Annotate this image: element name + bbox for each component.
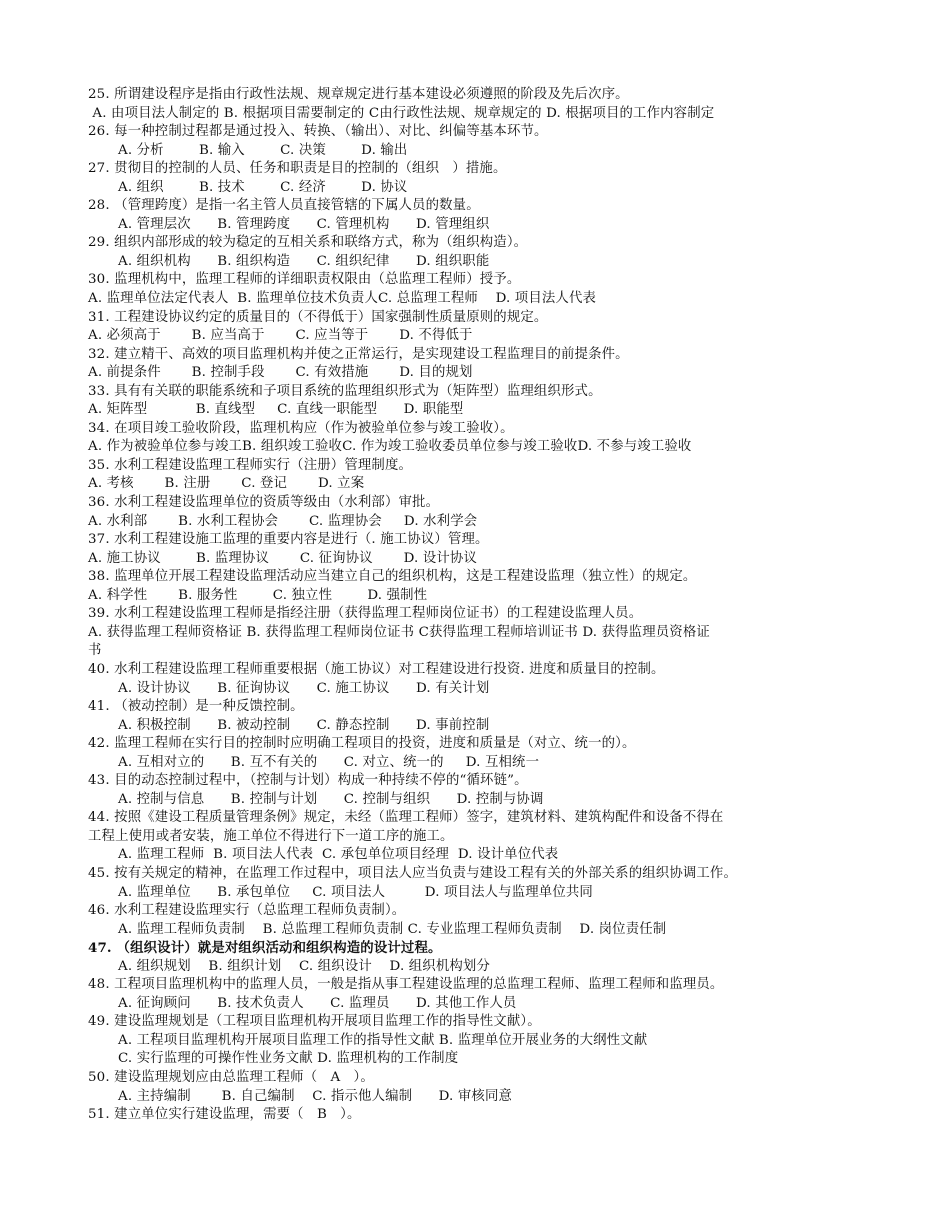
options-49-ab: A. 工程项目监理机构开展项目监理工作的指导性文献 B. 监理单位开展业务的大纲性文献	[118, 1032, 648, 1048]
question-46: 46. 水利工程建设监理实行（总监理工程师负责制）。	[88, 903, 406, 919]
question-44: 44. 按照《建设工程质量管理条例》规定，未经（监理工程师）签字，建筑材料、建筑构配件和设备不得在	[88, 810, 724, 826]
options-34: A. 作为被验单位参与竣工B. 组织竣工验收C. 作为竣工验收委员单位参与竣工验收D. 不参与竣工验收	[88, 439, 692, 455]
options-49-cd: C. 实行监理的可操作性业务文献 D. 监理机构的工作制度	[118, 1051, 459, 1067]
options-26: A. 分析 B. 输入 C. 决策 D. 输出	[118, 142, 408, 158]
question-33: 33. 具有有关联的职能系统和子项目系统的监理组织形式为（矩阵型）监理组织形式。	[88, 383, 602, 399]
options-47: A. 组织规划 B. 组织计划 C. 组织设计 D. 组织机构划分	[118, 958, 490, 974]
question-51: 51. 建立单位实行建设监理，需要（ B ）。	[88, 1107, 361, 1123]
question-41: 41. （被动控制）是一种反馈控制。	[88, 699, 304, 715]
options-33: A. 矩阵型 B. 直线型 C. 直线一职能型 D. 职能型	[88, 402, 464, 418]
question-32: 32. 建立精干、高效的项目监理机构并使之正常运行，是实现建设工程监理目的前提条件。	[88, 346, 629, 362]
options-40: A. 设计协议 B. 征询协议 C. 施工协议 D. 有关计划	[118, 680, 490, 696]
options-37: A. 施工协议 B. 监理协议 C. 征询协议 D. 设计协议	[88, 550, 477, 566]
question-35: 35. 水利工程建设监理工程师实行（注册）管理制度。	[88, 457, 413, 473]
options-28: A. 管理层次 B. 管理跨度 C. 管理机构 D. 管理组织	[118, 216, 490, 232]
options-39-cont: 书	[88, 643, 102, 659]
options-48: A. 征询顾问 B. 技术负责人 C. 监理员 D. 其他工作人员	[118, 995, 517, 1011]
options-30: A. 监理单位法定代表人 B. 监理单位技术负责人C. 总监理工程师 D. 项目法人代表	[88, 291, 597, 307]
options-45: A. 监理单位 B. 承包单位 C. 项目法人 D. 项目法人与监理单位共同	[118, 884, 593, 900]
options-42: A. 互相对立的 B. 互不有关的 C. 对立、统一的 D. 互相统一	[118, 754, 540, 770]
question-43: 43. 目的动态控制过程中，（控制与计划）构成一种持续不停的“循环链”。	[88, 773, 528, 789]
question-50: 50. 建设监理规划应由总监理工程师（ A ）。	[88, 1069, 374, 1085]
question-44-cont: 工程上使用或者安装，施工单位不得进行下一道工序的施工。	[88, 828, 454, 844]
question-26: 26. 每一种控制过程都是通过投入、转换、（输出）、对比、纠偏等基本环节。	[88, 124, 548, 140]
question-47: 47. （组织设计）就是对组织活动和组织构造的设计过程。	[88, 940, 442, 957]
question-29: 29. 组织内部形成的较为稳定的互相关系和联络方式，称为（组织构造）。	[88, 235, 528, 251]
options-39: A. 获得监理工程师资格证 B. 获得监理工程师岗位证书 C获得监理工程师培训证书 D. 获得监理员资格证	[88, 624, 710, 640]
question-38: 38. 监理单位开展工程建设监理活动应当建立自己的组织机构，这是工程建设监理（独立性）的规定。	[88, 569, 697, 585]
options-35: A. 考核 B. 注册 C. 登记 D. 立案	[88, 476, 365, 492]
question-28: 28. （管理跨度）是指一名主管人员直接管辖的下属人员的数量。	[88, 198, 480, 214]
question-36: 36. 水利工程建设监理单位的资质等级由（水利部）审批。	[88, 495, 440, 511]
options-36: A. 水利部 B. 水利工程协会 C. 监理协会 D. 水利学会	[88, 513, 478, 529]
question-39: 39. 水利工程建设监理工程师是指经注册（获得监理工程师岗位证书）的工程建设监理人员。	[88, 606, 643, 622]
options-32: A. 前提条件 B. 控制手段 C. 有效措施 D. 目的规划	[88, 365, 473, 381]
options-29: A. 组织机构 B. 组织构造 C. 组织纪律 D. 组织职能	[118, 253, 490, 269]
options-38: A. 科学性 B. 服务性 C. 独立性 D. 强制性	[88, 587, 428, 603]
options-27: A. 组织 B. 技术 C. 经济 D. 协议	[118, 179, 408, 195]
question-48: 48. 工程项目监理机构中的监理人员，一般是指从事工程建设监理的总监理工程师、监理工程师和监理员。	[88, 977, 724, 993]
options-46: A. 监理工程师负责制 B. 总监理工程师负责制 C. 专业监理工程师负责制 D. 岗位责任制	[118, 921, 667, 937]
question-25: 25. 所谓建设程序是指由行政性法规、规章规定进行基本建设必须遵照的阶段及先后次序。	[88, 87, 629, 102]
question-42: 42. 监理工程师在实行目的控制时应明确工程项目的投资，进度和质量是（对立、统一的）。	[88, 736, 636, 752]
options-41: A. 积极控制 B. 被动控制 C. 静态控制 D. 事前控制	[118, 717, 490, 733]
question-45: 45. 按有关规定的精神，在监理工作过程中，项目法人应当负责与建设工程有关的外部关系的组织协调工作。	[88, 865, 738, 881]
question-31: 31. 工程建设协议约定的质量目的（不得低于）国家强制性质量原则的规定。	[88, 309, 548, 325]
question-49: 49. 建设监理规划是（工程项目监理机构开展项目监理工作的指导性文献）。	[88, 1014, 541, 1030]
options-31: A. 必须高于 B. 应当高于 C. 应当等于 D. 不得低于	[88, 328, 473, 344]
question-27: 27. 贯彻目的控制的人员、任务和职责是目的控制的（组织 ）措施。	[88, 161, 507, 177]
options-44: A. 监理工程师 B. 项目法人代表 C. 承包单位项目经理 D. 设计单位代表	[118, 847, 559, 863]
question-37: 37. 水利工程建设施工监理的重要内容是进行（. 施工协议）管理。	[88, 532, 489, 548]
question-40: 40. 水利工程建设监理工程师重要根据（施工协议）对工程建设进行投资. 进度和质量目的控制。	[88, 661, 665, 677]
options-25: A. 由项目法人制定的 B. 根据项目需要制定的 C由行政性法规、规章规定的 D. 根据项目的工作内容制定	[88, 105, 715, 121]
question-34: 34. 在项目竣工验收阶段，监理机构应（作为被验单位参与竣工验收）。	[88, 420, 514, 436]
options-43: A. 控制与信息 B. 控制与计划 C. 控制与组织 D. 控制与协调	[118, 791, 544, 807]
document-page	[88, 86, 878, 1125]
question-30: 30. 监理机构中，监理工程师的详细职责权限由（总监理工程师）授予。	[88, 272, 521, 288]
options-50: A. 主持编制 B. 自己编制 C. 指示他人编制 D. 审核同意	[118, 1088, 513, 1104]
